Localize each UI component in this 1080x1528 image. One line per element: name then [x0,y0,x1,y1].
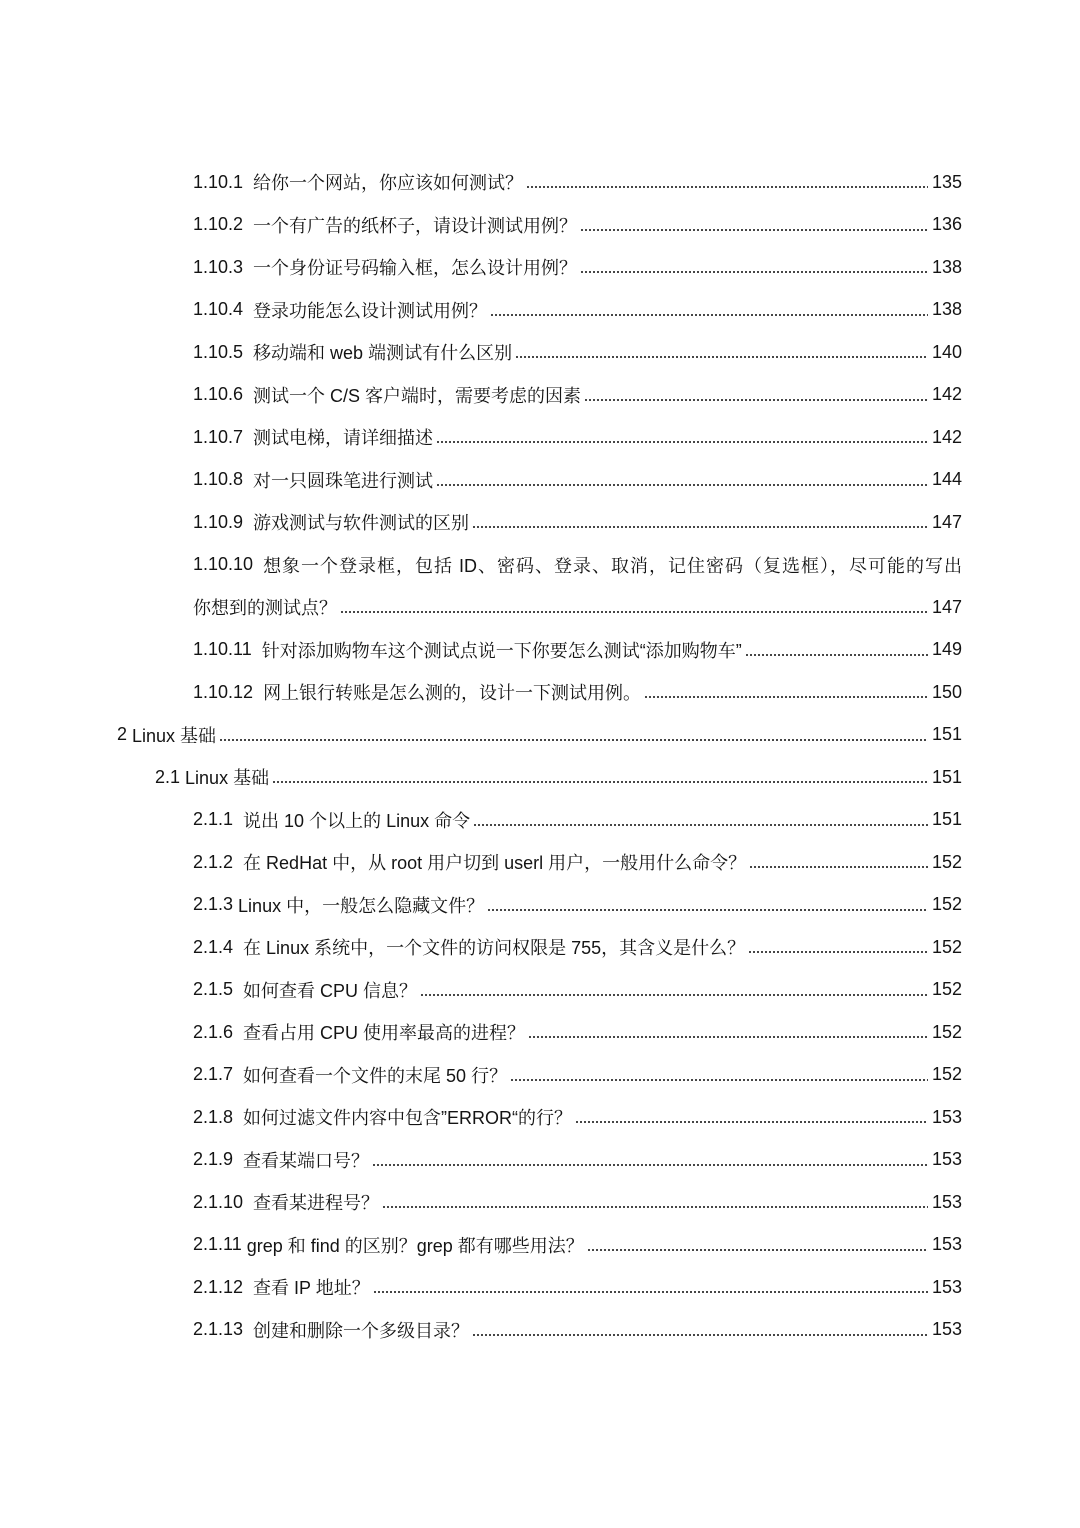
dot-leader [382,1195,928,1209]
toc-entry-2-1-2 [193,841,962,884]
table-of-contents [0,161,1080,1351]
page-number: 138 [931,299,962,320]
dot-leader [745,643,928,657]
section-number: 2.1.8 [193,1106,234,1127]
section-title: Linux 中，一般怎么隐藏文件？ [238,895,485,916]
section-number: 1.10.4 [193,299,244,320]
section-title: 想象一个登录框，包括 ID、密码、登录、取消，记住密码（复选框），尽可能的写出 [263,555,962,576]
dot-leader [472,1323,928,1337]
page-number: 152 [931,894,962,915]
dot-leader [749,855,928,869]
toc-entry-2-1-8 [193,1096,962,1139]
dot-leader [748,940,928,954]
page-number: 152 [931,1064,962,1085]
dot-leader [272,770,928,784]
section-number: 1.10.12 [193,681,254,702]
page-number: 153 [931,1234,962,1255]
page-number: 153 [931,1149,962,1170]
section-number: 2.1.5 [193,979,234,1000]
section-number: 2.1.11 [193,1234,242,1255]
page-number: 138 [931,256,962,277]
toc-entry-2-1-10 [193,1181,962,1224]
toc-entry-1-10-10-continued [193,586,962,629]
section-number: 1.10.1 [193,171,244,192]
dot-leader [372,1153,928,1167]
dot-leader [644,685,928,699]
toc-entry-2-1-4 [193,926,962,969]
page-number: 153 [931,1191,962,1212]
section-title: 登录功能怎么设计测试用例？ [253,300,488,321]
section-title: 如何查看一个文件的末尾 50 行？ [243,1065,508,1086]
section-title: 查看某端口号？ [243,1150,370,1171]
toc-entry-2 [117,714,962,757]
page-number: 153 [931,1319,962,1340]
section-number: 2.1.2 [193,851,234,872]
dot-leader [472,515,928,529]
toc-entry-2-1-13 [193,1309,962,1352]
section-title: Linux 基础 [132,725,217,746]
page-number: 152 [931,1021,962,1042]
dot-leader [584,388,928,402]
page-number: 142 [931,426,962,447]
page-number: 152 [931,851,962,872]
dot-leader [510,1068,928,1082]
page-number: 149 [931,639,962,660]
page-number: 136 [931,214,962,235]
page-number: 151 [931,766,962,787]
dot-leader [436,430,928,444]
page-number: 147 [931,511,962,532]
page-number: 142 [931,384,962,405]
toc-entry-1-10-8 [193,459,962,502]
section-title: 在 Linux 系统中，一个文件的访问权限是 755，其含义是什么？ [243,938,746,959]
section-number: 1.10.7 [193,426,244,447]
section-number: 2.1.12 [193,1276,244,1297]
page-number: 153 [931,1106,962,1127]
dot-leader [526,175,928,189]
dot-leader [490,303,928,317]
section-number: 2.1.10 [193,1191,244,1212]
dot-leader [515,345,928,359]
section-number: 2.1.7 [193,1064,234,1085]
toc-entry-2-1-1 [193,799,962,842]
toc-entry-1-10-1 [193,161,962,204]
section-number: 2.1 [155,766,181,787]
section-title: 一个身份证号码输入框，怎么设计用例？ [253,258,578,279]
page-number: 144 [931,469,962,490]
page-number: 135 [931,171,962,192]
section-number: 1.10.10 [193,554,254,575]
dot-leader [420,983,928,997]
section-title: 创建和删除一个多级目录？ [253,1320,470,1341]
section-title: 如何过滤文件内容中包含”ERROR“的行？ [243,1108,573,1129]
toc-entry-1-10-7 [193,416,962,459]
section-number: 2.1.13 [193,1319,244,1340]
section-number: 1.10.6 [193,384,244,405]
dot-leader [580,260,928,274]
section-title: 查看某进程号？ [253,1193,380,1214]
section-number: 1.10.2 [193,214,244,235]
section-title: 查看占用 CPU 使用率最高的进程？ [243,1023,526,1044]
page-number: 152 [931,979,962,1000]
toc-entry-2-1-6 [193,1011,962,1054]
section-number: 1.10.8 [193,469,244,490]
section-title: 移动端和 web 端测试有什么区别 [253,343,513,364]
toc-entry-1-10-10 [193,544,962,587]
toc-entry-1-10-5 [193,331,962,374]
dot-leader [528,1025,928,1039]
section-title: 对一只圆珠笔进行测试 [253,470,434,491]
section-number: 2 [117,724,128,745]
section-title: Linux 基础 [185,768,270,789]
section-title-continued: 你想到的测试点？ [193,598,337,619]
section-number: 2.1.6 [193,1021,234,1042]
toc-entry-2-1-7 [193,1054,962,1097]
toc-entry-1-10-12 [193,671,962,714]
dot-leader [587,1238,928,1252]
section-title: 在 RedHat 中，从 root 用户切到 userl 用户，一般用什么命令？ [243,853,747,874]
toc-entry-2-1-5 [193,969,962,1012]
toc-entry-1-10-11 [193,629,962,672]
section-number: 1.10.9 [193,511,244,532]
section-title: 一个有广告的纸杯子，请设计测试用例？ [253,215,578,236]
dot-leader [487,898,928,912]
section-title: 给你一个网站，你应该如何测试？ [253,173,524,194]
toc-entry-2-1-9 [193,1139,962,1182]
section-title: 网上银行转账是怎么测的，设计一下测试用例。 [263,683,642,704]
dot-leader [580,218,928,232]
page-number: 152 [931,936,962,957]
toc-entry-1-10-6 [193,374,962,417]
dot-leader [373,1280,928,1294]
section-number: 1.10.11 [193,639,252,660]
dot-leader [473,813,928,827]
toc-entry-2-1 [155,756,962,799]
section-number: 1.10.3 [193,256,244,277]
section-number: 2.1.4 [193,936,234,957]
section-number: 1.10.5 [193,341,244,362]
section-title: 测试一个 C/S 客户端时，需要考虑的因素 [253,385,582,406]
page-number: 150 [931,681,962,702]
section-number: 2.1.3 [193,894,234,915]
section-title: 说出 10 个以上的 Linux 命令 [243,810,471,831]
section-number: 2.1.1 [193,809,234,830]
toc-entry-2-1-12 [193,1266,962,1309]
toc-entry-1-10-4 [193,289,962,332]
dot-leader [436,473,928,487]
dot-leader [219,728,928,742]
section-title: grep 和 find 的区别？grep 都有哪些用法？ [246,1235,584,1256]
toc-entry-2-1-3 [193,884,962,927]
section-title: 游戏测试与软件测试的区别 [253,513,470,534]
toc-entry-2-1-11 [193,1224,962,1267]
dot-leader [575,1110,928,1124]
section-title: 测试电梯，请详细描述 [253,428,434,449]
section-title: 查看 IP 地址？ [253,1278,370,1299]
page-number: 140 [931,341,962,362]
toc-entry-1-10-2 [193,204,962,247]
toc-entry-1-10-3 [193,246,962,289]
dot-leader [340,600,928,614]
section-number: 2.1.9 [193,1149,234,1170]
section-title: 如何查看 CPU 信息？ [243,980,418,1001]
section-title: 针对添加购物车这个测试点说一下你要怎么测试“添加购物车” [261,640,742,661]
page-number: 151 [931,724,962,745]
toc-entry-1-10-9 [193,501,962,544]
page-number: 151 [931,809,962,830]
page-number: 147 [931,596,962,617]
page-number: 153 [931,1276,962,1297]
